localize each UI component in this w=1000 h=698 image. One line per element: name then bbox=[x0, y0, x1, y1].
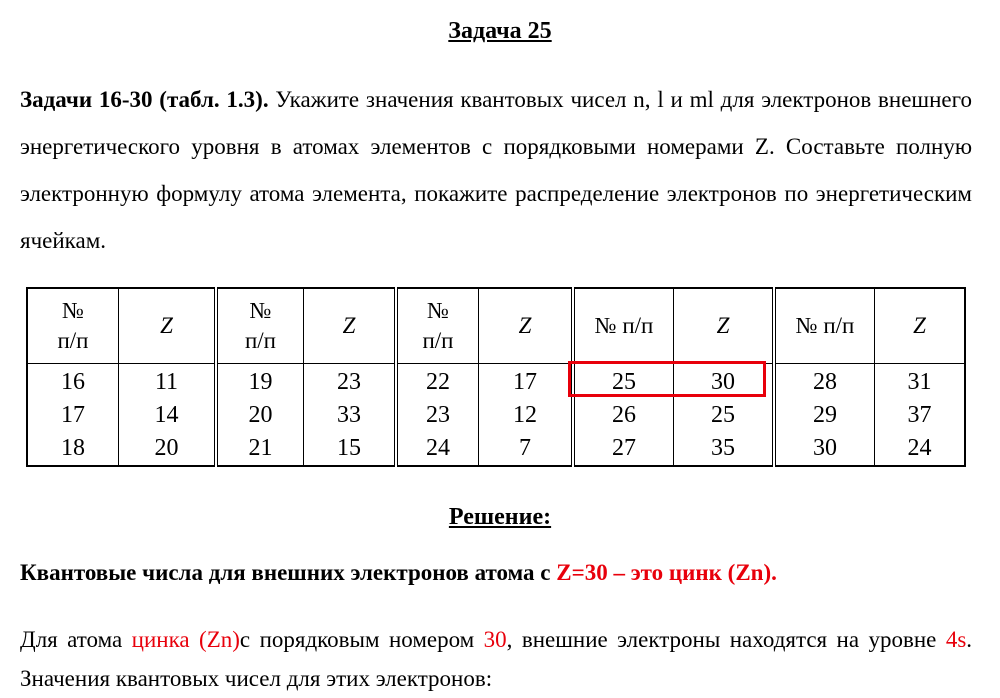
answer-text: Квантовые числа для внешних электронов атома с bbox=[20, 560, 557, 585]
task-text: Укажите значения квантовых чисел n, l и ml для электронов внешнего энергетического уровня в атомах элементов с порядковыми номерами Z. Составьте полную электронную формулу атома элемента, покажите распределение электронов по энергетическим ячейкам. bbox=[20, 87, 972, 253]
z-cell bbox=[875, 364, 966, 467]
highlight-box bbox=[568, 361, 766, 397]
z-cell bbox=[304, 364, 397, 467]
num-cell bbox=[774, 364, 875, 467]
num-value: 23 bbox=[426, 402, 450, 428]
para-text: , внешние электроны находятся на уровне bbox=[506, 627, 946, 652]
num-value: 19 bbox=[248, 369, 273, 395]
header-num-top: № bbox=[249, 298, 272, 323]
header-z: Z bbox=[304, 288, 397, 364]
para-text: . Значения квантовых чисел для этих электронов: bbox=[20, 627, 973, 691]
z-value: 30 bbox=[711, 369, 735, 395]
num-value: 27 bbox=[612, 435, 636, 461]
z-cell bbox=[479, 364, 574, 467]
task-reference: Задачи 16-30 (табл. 1.3). bbox=[20, 87, 269, 112]
z-value: 35 bbox=[711, 435, 735, 461]
z-value: 25 bbox=[711, 402, 735, 428]
para-highlight: 4s bbox=[945, 627, 967, 652]
num-value: 25 bbox=[612, 369, 636, 395]
table-header-row bbox=[27, 288, 965, 364]
z-cell bbox=[119, 364, 217, 467]
header-num-bottom: п/п bbox=[422, 328, 454, 353]
task-statement bbox=[20, 76, 972, 264]
num-value: 24 bbox=[426, 435, 450, 461]
solution-paragraph bbox=[20, 620, 972, 698]
num-value: 29 bbox=[813, 402, 837, 428]
z-value: 37 bbox=[907, 402, 932, 428]
header-z: Z bbox=[674, 288, 775, 364]
z-value: 23 bbox=[337, 369, 361, 395]
header-z: Z bbox=[479, 288, 574, 364]
z-value: 24 bbox=[907, 435, 932, 461]
header-num-bottom: п/п bbox=[57, 328, 89, 353]
num-value: 28 bbox=[813, 369, 837, 395]
z-value: 15 bbox=[337, 435, 361, 461]
num-value: 17 bbox=[61, 402, 85, 428]
para-text: Для атома bbox=[20, 627, 132, 652]
header-num: № п/п bbox=[774, 288, 875, 364]
header-num-top: № bbox=[427, 298, 449, 323]
z-value: 7 bbox=[519, 435, 531, 461]
z-value: 11 bbox=[154, 369, 179, 395]
num-value: 30 bbox=[813, 435, 837, 461]
z-value: 33 bbox=[337, 402, 361, 428]
num-cell bbox=[396, 364, 479, 467]
table-body-row bbox=[27, 364, 965, 467]
header-z: Z bbox=[119, 288, 217, 364]
num-cell bbox=[216, 364, 304, 467]
z-value: 20 bbox=[154, 435, 179, 461]
z-value: 17 bbox=[513, 369, 537, 395]
answer-highlight: Z=30 – это цинк (Zn). bbox=[556, 560, 777, 585]
header-num bbox=[216, 288, 304, 364]
num-value: 18 bbox=[61, 435, 85, 461]
header-num bbox=[396, 288, 479, 364]
header-num-bottom: п/п bbox=[244, 328, 276, 353]
para-highlight: цинка (Zn) bbox=[131, 627, 240, 652]
num-value: 16 bbox=[61, 369, 85, 395]
num-cell bbox=[27, 364, 119, 467]
header-num bbox=[27, 288, 119, 364]
header-z: Z bbox=[875, 288, 966, 364]
num-value: 26 bbox=[612, 402, 636, 428]
z-value: 14 bbox=[154, 402, 179, 428]
header-num-top: № bbox=[62, 298, 84, 323]
header-num: № п/п bbox=[573, 288, 674, 364]
z-value: 12 bbox=[513, 402, 537, 428]
para-highlight: 30 bbox=[483, 627, 507, 652]
task-title: Задача 25 bbox=[448, 18, 552, 44]
num-value: 20 bbox=[248, 402, 273, 428]
task-table bbox=[26, 287, 966, 467]
para-text: с порядковым номером bbox=[239, 627, 484, 652]
solution-heading: Решение: bbox=[448, 504, 552, 530]
answer-line bbox=[20, 560, 777, 586]
num-value: 21 bbox=[248, 435, 273, 461]
num-value: 22 bbox=[426, 369, 450, 395]
z-value: 31 bbox=[907, 369, 932, 395]
